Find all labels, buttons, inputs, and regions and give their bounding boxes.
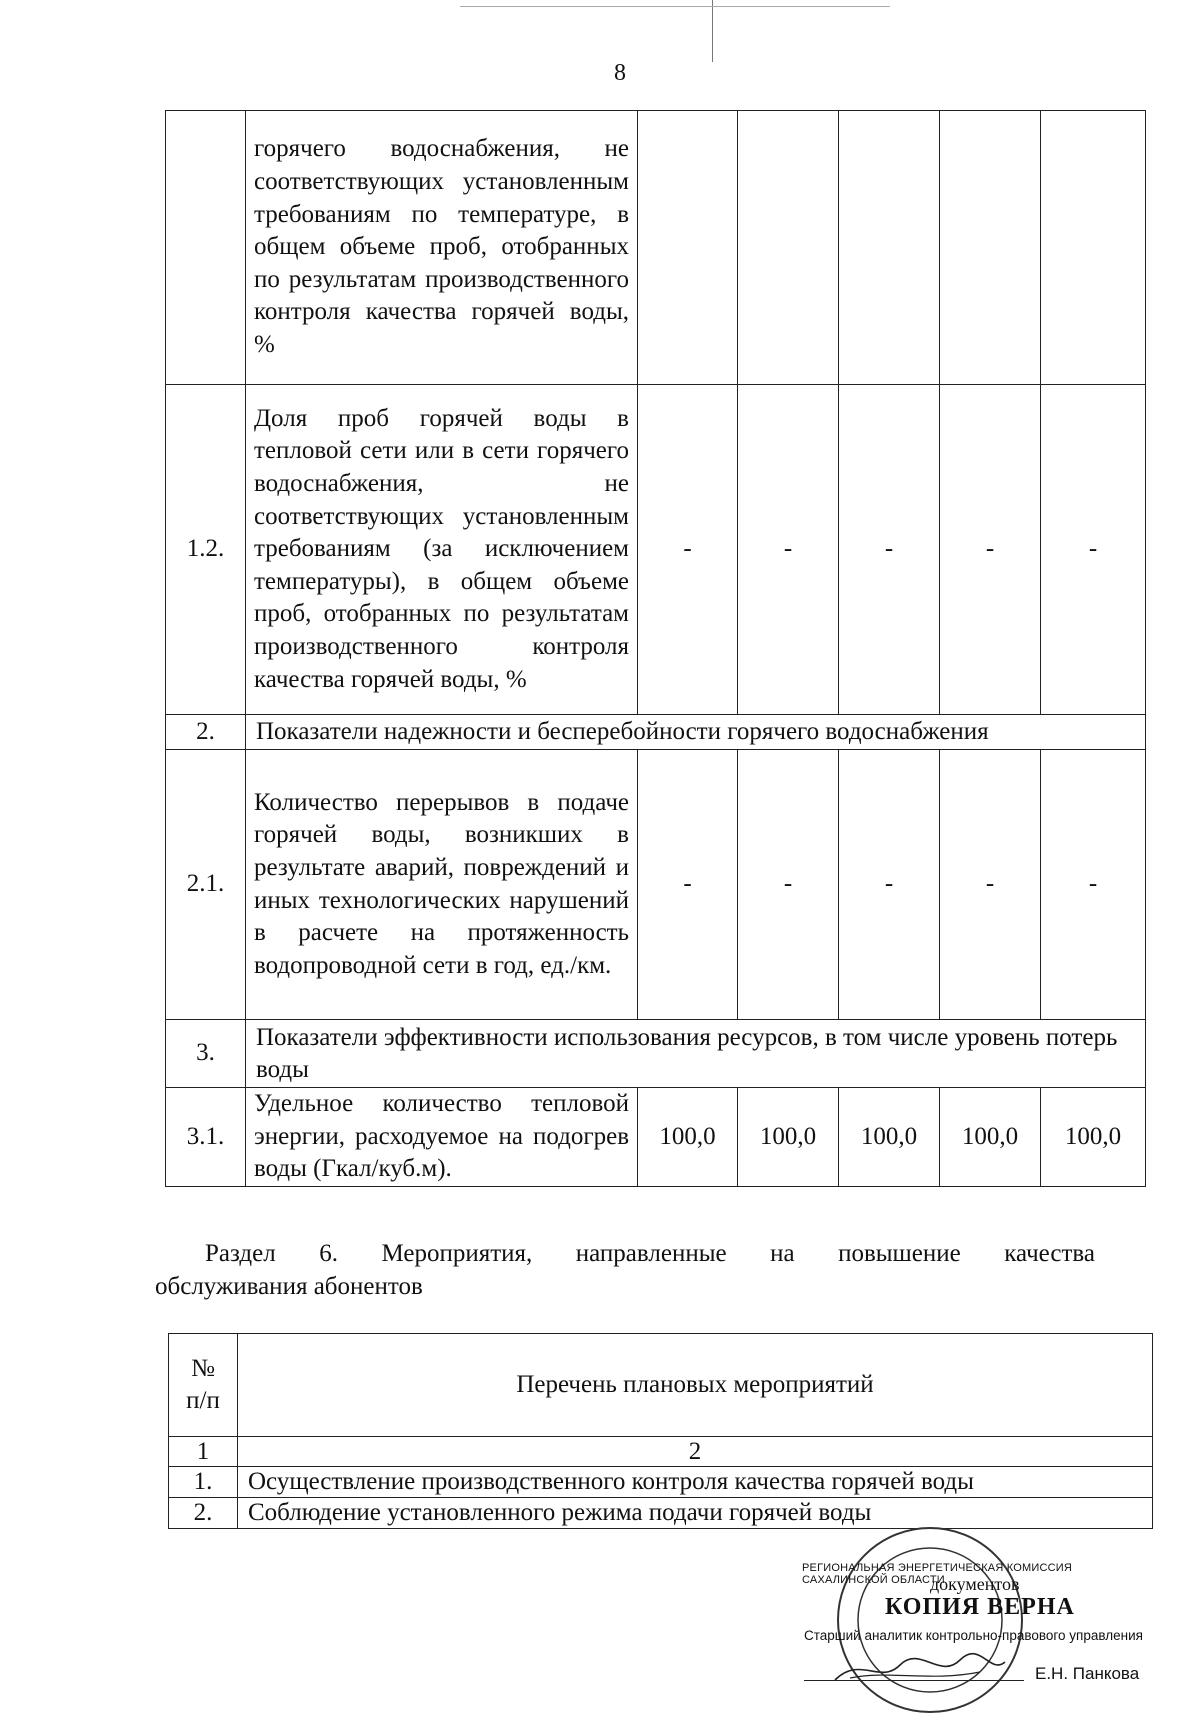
indicator-name: Количество перерывов в подаче горячей воды, возникших в результате аварий, повреждений и иных технологических нарушений в расчете на протяженность водопроводной сети в год, ед./км. [246, 750, 638, 1020]
indicator-value [839, 111, 940, 385]
indicator-value: - [940, 750, 1041, 1020]
stamp-copy-verified: КОПИЯ ВЕРНА [885, 1594, 1075, 1620]
indicator-value: 100,0 [738, 1088, 839, 1187]
indicator-value: - [738, 750, 839, 1020]
indicator-value: - [839, 385, 940, 715]
indicator-name: Доля проб горячей воды в тепловой сети или в сети горячего водоснабжения, не соответствующих установленным требованиям (за исключением температуры), в общем объеме проб, отобранных по результатам производственного контроля качества горячей воды, % [246, 385, 638, 715]
signature-icon [830, 1650, 1010, 1690]
table-row [166, 715, 1146, 750]
indicator-value: - [638, 750, 738, 1020]
measure-text: Соблюдение установленного режима подачи горячей воды [238, 1498, 1153, 1529]
row-number: 3.1. [166, 1088, 246, 1187]
indicator-value: - [940, 385, 1041, 715]
indicator-value: 100,0 [940, 1088, 1041, 1187]
measures-table [168, 1333, 1153, 1529]
table-row [166, 111, 1146, 385]
indicators-table [165, 110, 1146, 1187]
row-number: 2. [169, 1498, 238, 1529]
indicator-value [1041, 111, 1146, 385]
scan-artifact [712, 0, 713, 62]
page-number: 8 [614, 60, 626, 86]
certification-stamp [790, 1560, 1160, 1710]
indicator-name: горячего водоснабжения, не соответствующих установленным требованиям по температуре, в общем объеме проб, отобранных по результатам производственного контроля качества горячей воды, % [246, 111, 638, 385]
stamp-position: Старший аналитик контрольно-правового управления [804, 1628, 1143, 1643]
stamp-signer-name: Е.Н. Панкова [1035, 1664, 1140, 1683]
row-number [166, 111, 246, 385]
scan-artifact [460, 6, 890, 7]
section-heading: Показатели эффективности использования ресурсов, в том числе уровень потерь воды [246, 1020, 1146, 1088]
indicator-value: - [638, 385, 738, 715]
signature-line [804, 1680, 1024, 1681]
section-heading: Показатели надежности и бесперебойности горячего водоснабжения [246, 715, 1146, 750]
row-number: 2. [166, 715, 246, 750]
row-number: 2.1. [166, 750, 246, 1020]
table-row [166, 1020, 1146, 1088]
indicator-value: 100,0 [839, 1088, 940, 1187]
indicator-value: - [1041, 385, 1146, 715]
measure-text: Осуществление производственного контроля качества горячей воды [238, 1467, 1153, 1498]
indicator-value: - [839, 750, 940, 1020]
header-number: № п/п [169, 1334, 238, 1437]
indicator-value: 100,0 [1041, 1088, 1146, 1187]
indicator-value [738, 111, 839, 385]
indicator-value: - [738, 385, 839, 715]
indicator-value: 100,0 [638, 1088, 738, 1187]
table-row [166, 750, 1146, 1020]
section-6-title-line-1: Раздел 6. Мероприятия, направленные на повышение качества [205, 1240, 1095, 1267]
indicator-value [940, 111, 1041, 385]
section-6-title [155, 1237, 1095, 1303]
indicator-value [638, 111, 738, 385]
row-number: 1. [169, 1467, 238, 1498]
table-header-row [169, 1334, 1153, 1437]
section-6-title-line-2: обслуживания абонентов [155, 1273, 423, 1300]
header-measures: Перечень плановых мероприятий [238, 1334, 1153, 1437]
column-number: 1 [169, 1437, 238, 1467]
indicator-value: - [1041, 750, 1146, 1020]
column-number: 2 [238, 1437, 1153, 1467]
stamp-documents: документов [930, 1574, 1020, 1594]
column-number-row [169, 1437, 1153, 1467]
row-number: 1.2. [166, 385, 246, 715]
table-row [169, 1467, 1153, 1498]
row-number: 3. [166, 1020, 246, 1088]
stamp-organization: РЕГИОНАЛЬНАЯ ЭНЕРГЕТИЧЕСКАЯ КОМИССИЯ САХАЛИНСКОЙ ОБЛАСТИ [802, 1562, 1072, 1586]
table-row [166, 1088, 1146, 1187]
indicator-name: Удельное количество тепловой энергии, расходуемое на подогрев воды (Гкал/куб.м). [246, 1088, 638, 1187]
table-row [166, 385, 1146, 715]
